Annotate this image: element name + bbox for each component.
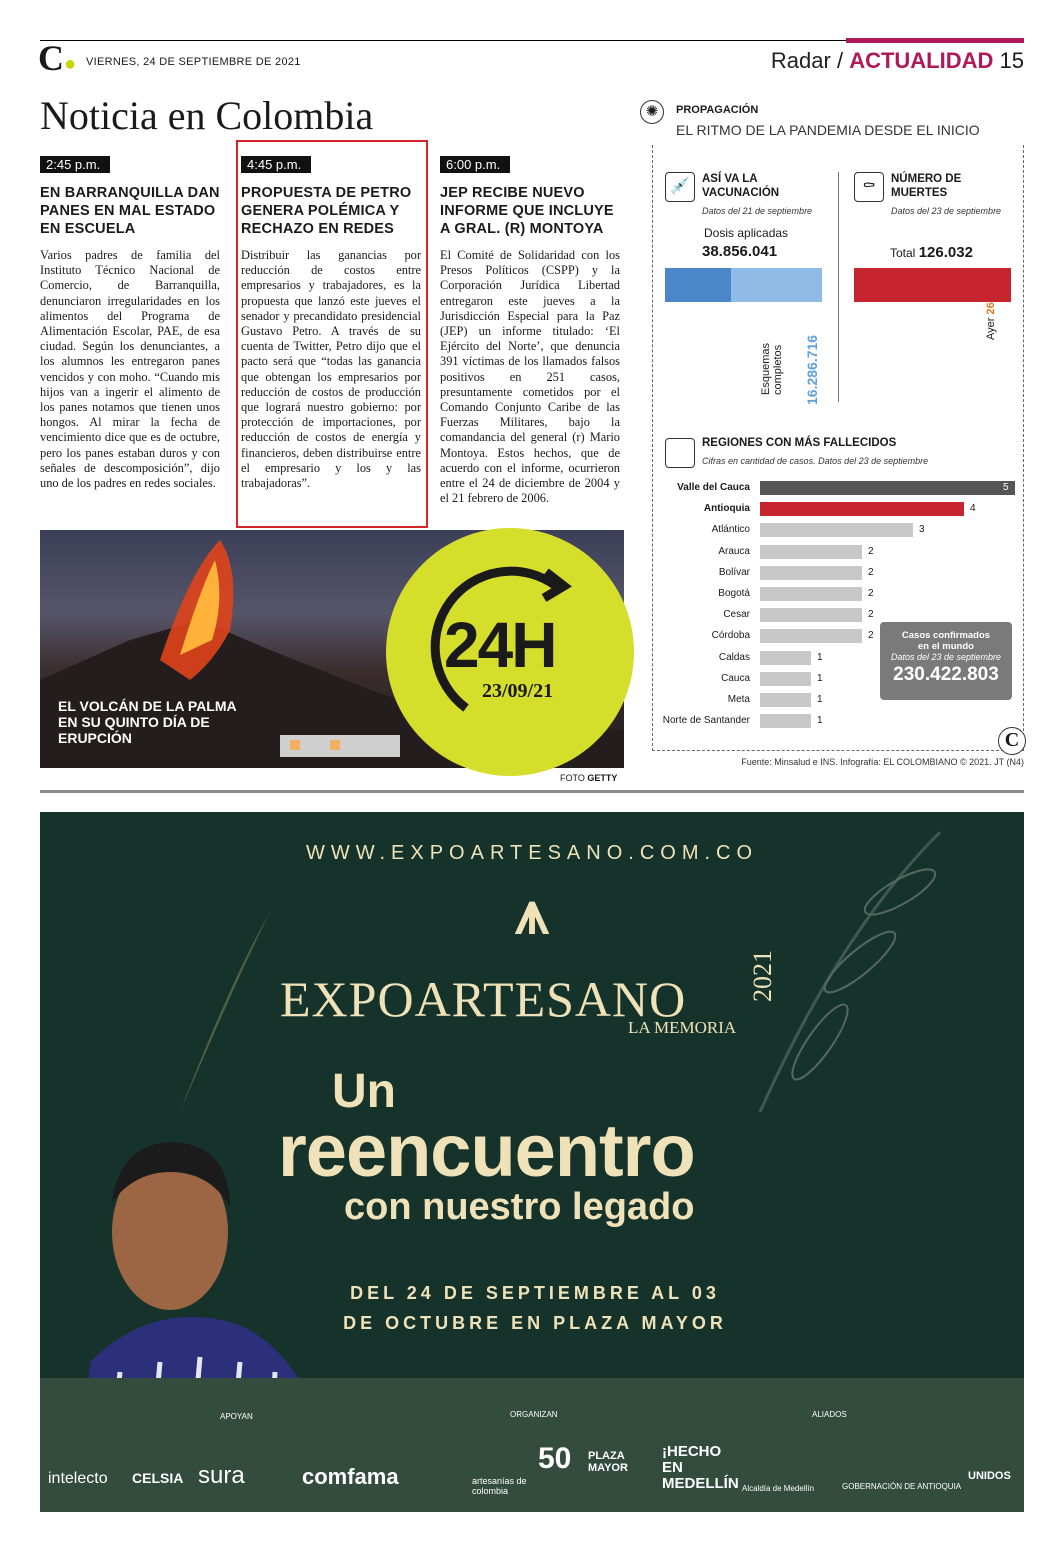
world-cases-box [880, 622, 1012, 700]
photo-caption: EL VOLCÁN DE LA PALMA EN SU QUINTO DÍA DE ERUPCIÓN [58, 698, 237, 746]
deaths-title: NÚMERO DE MUERTES [891, 173, 962, 199]
doses-label: Dosis aplicadas [704, 226, 789, 240]
regions-title: REGIONES CON MÁS FALLECIDOS [702, 437, 897, 449]
article-title: JEP RECIBE NUEVO INFORME QUE INCLUYE A GRAL. (R) MONTOYA [440, 185, 614, 237]
article-title: EN BARRANQUILLA DAN PANES EN MAL ESTADO EN ESCUELA [40, 185, 220, 237]
region-label: Córdoba [711, 630, 750, 642]
region-value: 1 [817, 651, 823, 663]
logo-unidos[interactable]: UNIDOS [968, 1470, 1011, 1482]
vaccination-title: ASÍ VA LA VACUNACIÓN [702, 173, 780, 199]
region-value: 2 [868, 609, 874, 621]
region-value: 2 [868, 630, 874, 642]
article-body: Varios padres de familia del Instituto Técnico Nacional de Comercio, de Barranquilla, denunciaron irregularidades en los alimentos del Programa de Alimentación Escolar, PAE, de esa ciudad. Según los denunciantes, a los alumnos les entregaron panes vencidos y con moho. “Cuando mis hijos van a ingerir el alimento de los panes notamos que tienen unos hongos. Al mirar la fecha de vencimiento dice que es de octubre, pero los panes estaban duros y con señales de descomposición”, dijo uno de los padres en redes sociales. [40, 248, 220, 491]
article-title: PROPUESTA DE PETRO GENERA POLÉMICA Y RECHAZO EN REDES [241, 185, 412, 237]
region-value: 4 [970, 503, 976, 515]
badge-24h: 24H [444, 609, 556, 681]
section-label: Radar / ACTUALIDAD 15 [770, 48, 1024, 73]
article-time: 6:00 p.m. [440, 156, 510, 173]
section-separator [40, 790, 1024, 793]
region-label: Bolívar [718, 566, 750, 578]
logo-celsia[interactable]: CELSIA [132, 1470, 184, 1486]
logo-artesanias[interactable]: artesanías de colombia [472, 1476, 527, 1496]
ad-dates: DEL 24 DE SEPTIEMBRE AL 03 DE OCTUBRE EN PLAZA MAYOR [343, 1283, 727, 1333]
region-label: Antioquia [703, 503, 750, 515]
region-bar [760, 523, 913, 537]
region-bar [760, 566, 862, 580]
newspaper-small-logo: C [998, 727, 1026, 755]
logo-hecho-en-medellin[interactable]: ¡HECHO EN MEDELLÍN [662, 1443, 739, 1492]
region-bar [760, 651, 811, 665]
logo-plaza-mayor[interactable]: PLAZA MAYOR [588, 1450, 628, 1474]
region-label: Cauca [721, 672, 750, 684]
region-bar [760, 629, 862, 643]
region-label: Arauca [718, 545, 750, 557]
article-body: El Comité de Solidaridad con los Presos Políticos (CSPP) y la Corporación Jurídica Libertad entregaron este jueves a la Jurisdicción Especial para la Paz (JEP) un informe titulado: ‘El Ejército del Norte’, que denuncia 391 víctimas de los llamados falsos positivos en 251 casos, presuntamente cometidos por el Comando Conjunto Caribe de las Fuerzas Militares, bajo la comandancia del general (r) Mario Montoya. Estos hechos, que de acuerdo con el informe, ocurrieron entre el 24 de diciembre de 2004 y el 21 febrero de 2006. [440, 248, 620, 506]
region-value: 5 [1003, 482, 1009, 493]
article-time: 2:45 p.m. [40, 156, 110, 173]
world-cases-total: 230.422.803 [893, 664, 999, 685]
ad-line-3: con nuestro legado [344, 1186, 695, 1228]
logo-alcaldia[interactable]: Alcaldía de Medellín [742, 1484, 815, 1493]
region-label: Valle del Cauca [677, 482, 750, 493]
subsection-name: ACTUALIDAD [849, 48, 994, 73]
24h-badge [386, 528, 634, 776]
regions-subtitle: Cifras en cantidad de casos. Datos del 23 de septiembre [702, 456, 929, 466]
page-headline: Noticia en Colombia [40, 93, 374, 138]
region-bar [760, 587, 862, 601]
ad-line-1: Un [332, 1065, 396, 1118]
region-value: 1 [817, 715, 823, 727]
region-value: 1 [817, 694, 823, 705]
logo-sura[interactable]: sura [198, 1462, 245, 1489]
region-bar [760, 693, 811, 707]
buildings-icon [665, 438, 695, 468]
infographic-kicker: PROPAGACIÓN [676, 104, 759, 116]
region-value: 3 [919, 524, 925, 536]
region-label: Cesar [723, 609, 750, 621]
article-3[interactable] [440, 156, 620, 506]
virus-icon: ✺ [640, 100, 664, 124]
badge-date: 23/09/21 [482, 680, 554, 702]
infographic-source: Fuente: Minsalud e INS. Infografía: EL COLOMBIANO © 2021. JT (N4) [741, 757, 1024, 767]
region-label: Meta [727, 694, 750, 705]
deaths-bar [854, 268, 1011, 302]
region-label: Atlántico [711, 524, 750, 536]
logo-gobernacion[interactable]: GOBERNACIÓN DE ANTIOQUIA [842, 1482, 962, 1491]
aliados-label: ALIADOS [812, 1410, 847, 1419]
article-body: Distribuir las ganancias por reducción de costos entre empresarios y trabajadores, es la propuesta que lanzó este jueves el senador y precandidato presidencial Gustavo Petro. A través de su cuenta de Twitter, Petro dijo que el pacto será que “todas las ganancia que obtengan los empresarios por reducción de costos de producción que logrará nuestro gobierno: por protección de importaciones, por reducción de costos de energía y financieros, deben distribuirse entre el empresario y los y las trabajadoras”. [241, 248, 421, 491]
region-value: 2 [868, 566, 874, 578]
newspaper-logo[interactable]: C● [38, 38, 77, 78]
logo-comfama[interactable]: comfama [302, 1464, 399, 1489]
deaths-yesterday: Ayer 26 [985, 302, 997, 340]
ad-sponsor-strip [40, 1378, 1024, 1512]
region-label: Norte de Santander [662, 715, 750, 727]
syringe-icon: 💉 [665, 172, 695, 202]
region-bar [760, 672, 811, 686]
region-bar [760, 714, 811, 728]
complete-doses-label: Esquemas completos 16.286.716 [760, 334, 820, 405]
organizan-label: ORGANIZAN [510, 1410, 558, 1419]
expoartesano-emblem: ⩚ [515, 879, 549, 946]
region-bar [760, 545, 862, 559]
photo-credit: FOTO GETTY [560, 773, 618, 783]
region-label: Caldas [718, 651, 750, 663]
world-cases-label: Casos confirmados en el mundo [901, 630, 991, 652]
infographic-title: EL RITMO DE LA PANDEMIA DESDE EL INICIO [676, 122, 980, 138]
coffin-icon: ⚰ [854, 172, 884, 202]
region-value: 1 [817, 672, 823, 684]
page-number: 15 [999, 48, 1024, 73]
ad-url[interactable]: WWW.EXPOARTESANO.COM.CO [305, 842, 759, 864]
complete-doses-fill [665, 268, 731, 302]
deaths-date: Datos del 23 de septiembre [891, 206, 1002, 216]
section-accent-bar [846, 38, 1024, 43]
region-value: 2 [868, 588, 874, 599]
region-bar [760, 502, 964, 516]
region-bar [760, 608, 862, 622]
ad-year: 2021 [748, 950, 777, 1002]
world-cases-date: Datos del 23 de septiembre [890, 652, 1002, 662]
doses-bar [665, 268, 822, 302]
region-label: Bogotá [718, 588, 750, 599]
highlight-box [236, 140, 428, 528]
doses-total: 38.856.041 [702, 243, 778, 260]
section-name: Radar [770, 48, 831, 73]
article-1[interactable] [40, 156, 220, 491]
vaccination-date: Datos del 21 de septiembre [702, 206, 813, 216]
region-value: 2 [868, 545, 874, 557]
apoyan-label: APOYAN [220, 1412, 253, 1421]
region-bar [760, 481, 1015, 495]
logo-intelecto[interactable]: intelecto [48, 1470, 108, 1487]
logo-50[interactable]: 50 [538, 1442, 572, 1475]
article-time: 4:45 p.m. [241, 156, 311, 173]
deaths-total-line: Total 126.032 [890, 244, 973, 261]
infographic-divider [838, 172, 839, 402]
ad-brand: EXPOARTESANO [280, 971, 687, 1027]
ad-subtitle: LA MEMORIA [628, 1018, 737, 1037]
ad-line-2: reencuentro [278, 1109, 695, 1192]
issue-date: VIERNES, 24 DE SEPTIEMBRE DE 2021 [86, 56, 301, 68]
